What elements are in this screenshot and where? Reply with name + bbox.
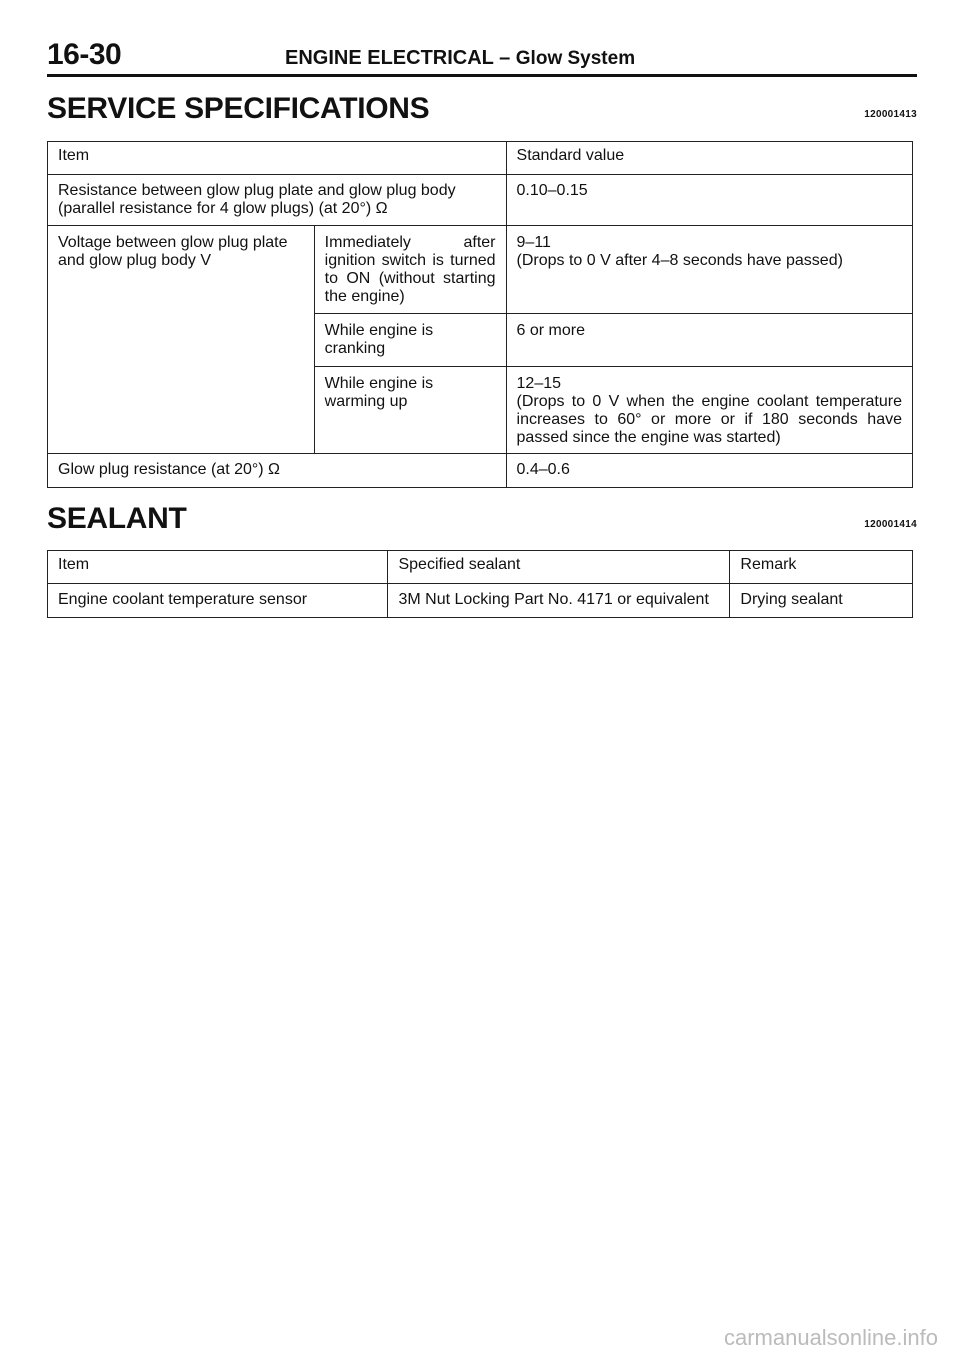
table-cell-specified-sealant: 3M Nut Locking Part No. 4171 or equivalent — [388, 584, 730, 618]
table-cell-item: Glow plug resistance (at 20°) Ω — [48, 454, 507, 488]
service-specifications-title: SERVICE SPECIFICATIONS — [47, 92, 430, 125]
table-cell-value: 6 or more — [506, 314, 912, 367]
sealant-code: 120001414 — [864, 519, 917, 530]
sealant-table — [47, 550, 913, 618]
header-cell-standard-value: Standard value — [506, 142, 912, 175]
table-cell-condition: While engine is warming up — [314, 367, 506, 454]
table-cell-item: Resistance between glow plug plate and glow plug body (parallel resistance for 4 glow plugs) (at 20°) Ω — [48, 175, 507, 226]
header-title — [285, 47, 635, 70]
page-number: 16-30 — [47, 38, 122, 71]
table-cell-value: 0.10–0.15 — [506, 175, 912, 226]
table-cell-remark: Drying sealant — [730, 584, 913, 618]
sealant-title: SEALANT — [47, 502, 187, 535]
header-cell-item: Item — [48, 142, 507, 175]
service-specifications-table — [47, 141, 913, 488]
header-cell-specified-sealant: Specified sealant — [388, 551, 730, 584]
service-specifications-code: 120001413 — [864, 109, 917, 120]
table-cell-item: Voltage between glow plug plate and glow plug body V — [48, 226, 315, 454]
watermark: carmanualsonline.info — [723, 1325, 938, 1350]
table-header-row — [48, 551, 913, 584]
table-cell-condition: While engine is cranking — [314, 314, 506, 367]
table-row — [48, 226, 913, 314]
header-title-main: ENGINE ELECTRICAL – — [285, 47, 511, 69]
header-rule — [47, 74, 917, 77]
header-title-sub: Glow System — [515, 48, 636, 69]
table-cell-value: 0.4–0.6 — [506, 454, 912, 488]
table-row — [48, 454, 913, 488]
table-row — [48, 175, 913, 226]
table-cell-item: Engine coolant temperature sensor — [48, 584, 388, 618]
table-row — [48, 584, 913, 618]
table-cell-value: 9–11 (Drops to 0 V after 4–8 seconds have passed) — [506, 226, 912, 314]
header-cell-remark: Remark — [730, 551, 913, 584]
table-header-row — [48, 142, 913, 175]
header-cell-item: Item — [48, 551, 388, 584]
table-cell-value: 12–15 (Drops to 0 V when the engine coolant temperature increases to 60° or more or if 180 seconds have passed since the engine was started) — [506, 367, 912, 454]
table-cell-condition: Immediately after ignition switch is turned to ON (without starting the engine) — [314, 226, 506, 314]
